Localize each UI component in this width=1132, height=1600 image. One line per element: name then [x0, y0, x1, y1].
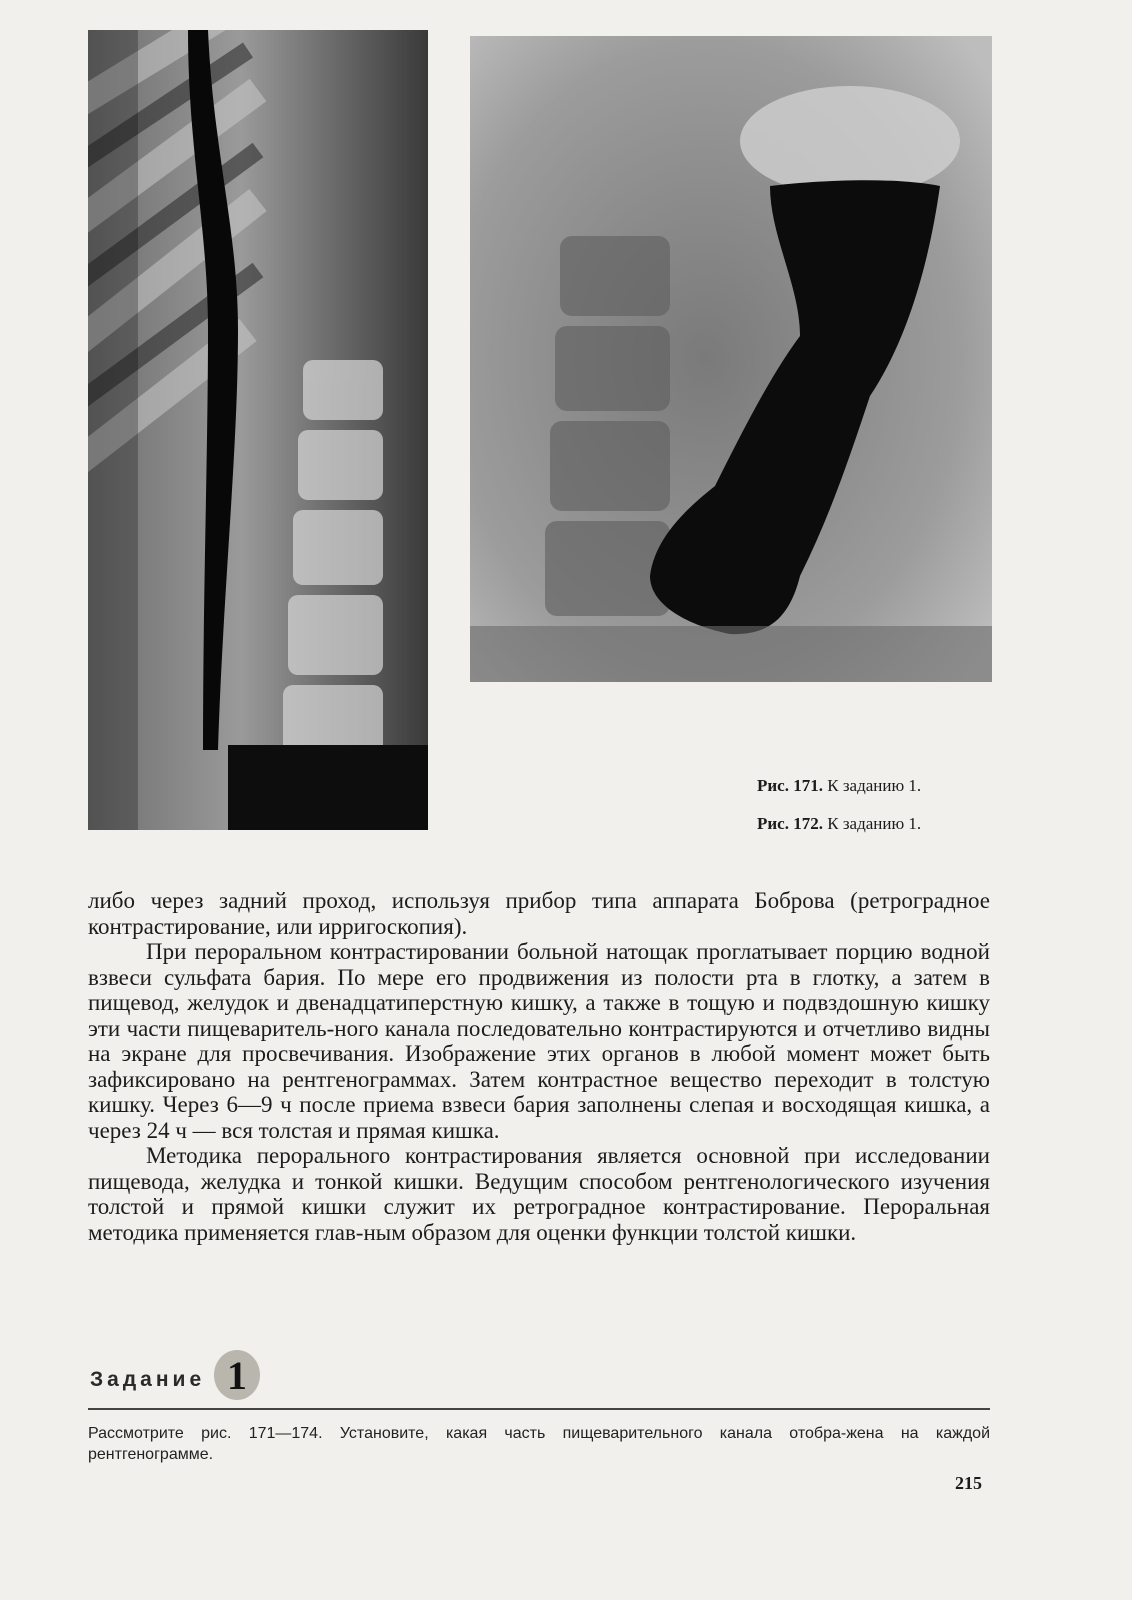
figure-171-caption-number: Рис. 171.: [757, 776, 823, 795]
figure-172-caption: [757, 814, 982, 834]
paragraph-1: либо через задний проход, используя прибор типа аппарата Боброва (ретроградное контрастирование, или ирригоскопия).: [88, 888, 990, 939]
page-number: 215: [955, 1473, 982, 1493]
task-title: Задание: [90, 1368, 206, 1391]
task-number-badge: 1: [214, 1350, 260, 1400]
paragraph-2: При пероральном контрастировании больной натощак проглатывает порцию водной взвеси сульфата бария. По мере его продвижения из полости рта в глотку, а затем в пищевод, желудок и двенадцатиперстную кишку, а также в тощую и подвздошную кишку эти части пищеваритель-ного канала последовательно контрастируются и отчетливо видны на экране для просвечивания. Изображение этих органов в любой момент может быть зафиксировано на рентгенограммах. Затем контрастное вещество переходит в толстую кишку. Через 6—9 ч после приема взвеси бария заполнены слепая и восходящая кишка, а через 24 ч — вся толстая и прямая кишка.: [88, 939, 990, 1143]
figure-172-caption-number: Рис. 172.: [757, 814, 823, 833]
task-header: [88, 1350, 990, 1412]
task-text: Рассмотрите рис. 171—174. Установите, какая часть пищеварительного канала отобра-жена на каждой рентгенограмме.: [88, 1425, 990, 1463]
paragraph-3: Методика перорального контрастирования является основной при исследовании пищевода, желудка и тонкой кишки. Ведущим способом рентгенологического изучения толстой и прямой кишки служит их ретроградное контрастирование. Пероральная методика применяется глав-ным образом для оценки функции толстой кишки.: [88, 1143, 990, 1245]
figure-171-xray-image: [88, 30, 428, 830]
figure-172-caption-text: К заданию 1.: [827, 814, 922, 833]
figure-171-caption-text: К заданию 1.: [827, 776, 922, 795]
body-text: [88, 888, 990, 1245]
figure-172-xray-image: [470, 36, 992, 682]
figure-171-caption: [757, 776, 982, 796]
task-divider: [88, 1408, 990, 1410]
